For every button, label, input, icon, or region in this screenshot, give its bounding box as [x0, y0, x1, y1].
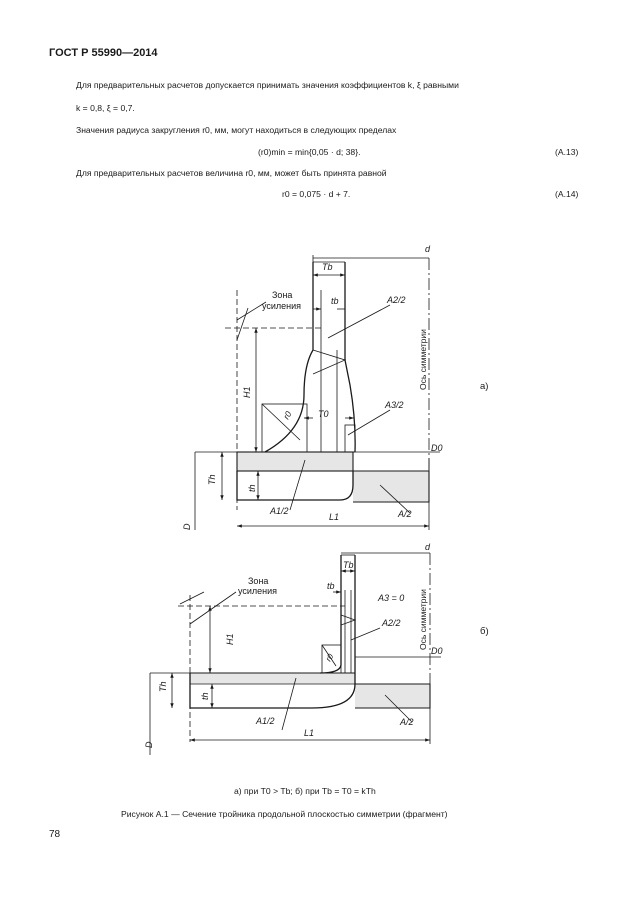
- label-d0-b: D0: [431, 646, 443, 656]
- label-d-b: d: [425, 542, 431, 552]
- page-number: 78: [49, 829, 61, 840]
- diagram-b: [150, 553, 441, 755]
- label-variant-a: а): [480, 381, 489, 392]
- figure-caption: Рисунок А.1 — Сечение тройника продольной плоскостью симметрии (фрагмент): [121, 809, 448, 819]
- label-tb-lower-a: tb: [331, 296, 339, 306]
- label-variant-b: б): [480, 626, 489, 637]
- label-symmetry-axis-a: Ось симметрии: [418, 329, 428, 390]
- label-th-upper-b: Th: [158, 681, 168, 692]
- label-zone-a-2: усиления: [262, 301, 302, 311]
- standard-header: ГОСТ Р 55990—2014: [49, 47, 158, 59]
- label-th-lower-b: th: [200, 692, 210, 700]
- equation-number-a14: (А.14): [555, 189, 579, 199]
- formula-a13: (r0)min = min{0,05 · d; 38}.: [258, 147, 361, 157]
- equation-number-a13: (А.13): [555, 147, 579, 157]
- label-t0-a: T0: [318, 409, 329, 419]
- label-aa-a: A/2: [398, 509, 412, 519]
- label-tb-lower-b: tb: [327, 581, 335, 591]
- paragraph-line: Значения радиуса закругления r0, мм, могут находиться в следующих пределах: [76, 125, 397, 135]
- label-tb-upper-b: Tb: [343, 560, 354, 570]
- label-a1-b: A1/2: [256, 716, 275, 726]
- label-h1-b: H1: [225, 633, 235, 645]
- label-zone-b-2: усиления: [238, 586, 278, 596]
- label-th-lower-a: th: [247, 484, 257, 492]
- label-d-a: d: [425, 244, 431, 254]
- label-a2-a: A2/2: [387, 295, 406, 305]
- label-aa-b: A/2: [400, 717, 414, 727]
- label-dd-a: D: [182, 523, 192, 530]
- label-a1-a: A1/2: [270, 506, 289, 516]
- label-a3-a: A3/2: [385, 400, 404, 410]
- label-th-upper-a: Th: [207, 474, 217, 485]
- label-tb-upper-a: Tb: [322, 262, 333, 272]
- label-r0-b: r0: [323, 652, 336, 663]
- label-zone-b-1: Зона: [248, 576, 269, 586]
- label-h1-a: H1: [242, 386, 252, 398]
- label-dd-b: D: [144, 741, 154, 748]
- paragraph-line: Для предварительных расчетов величина r0, мм, может быть принята равной: [76, 168, 387, 178]
- label-zone-a-1: Зона: [272, 290, 293, 300]
- figure-condition: а) при T0 > Tb; б) при Tb = T0 = kTh: [234, 786, 376, 796]
- label-r0-a: r0: [281, 409, 294, 421]
- label-l1-a: L1: [329, 512, 340, 522]
- label-l1-b: L1: [304, 728, 315, 738]
- paragraph-line: k = 0,8, ξ = 0,7.: [76, 103, 135, 113]
- formula-a14: r0 = 0,075 · d + 7.: [282, 189, 351, 199]
- label-d0-a: D0: [431, 443, 443, 453]
- paragraph-line: Для предварительных расчетов допускается принимать значения коэффициентов k, ξ равными: [76, 80, 459, 90]
- label-a2-b: A2/2: [382, 618, 401, 628]
- label-symmetry-axis-b: Ось симметрии: [418, 589, 428, 650]
- label-a3-b: A3 = 0: [378, 593, 405, 603]
